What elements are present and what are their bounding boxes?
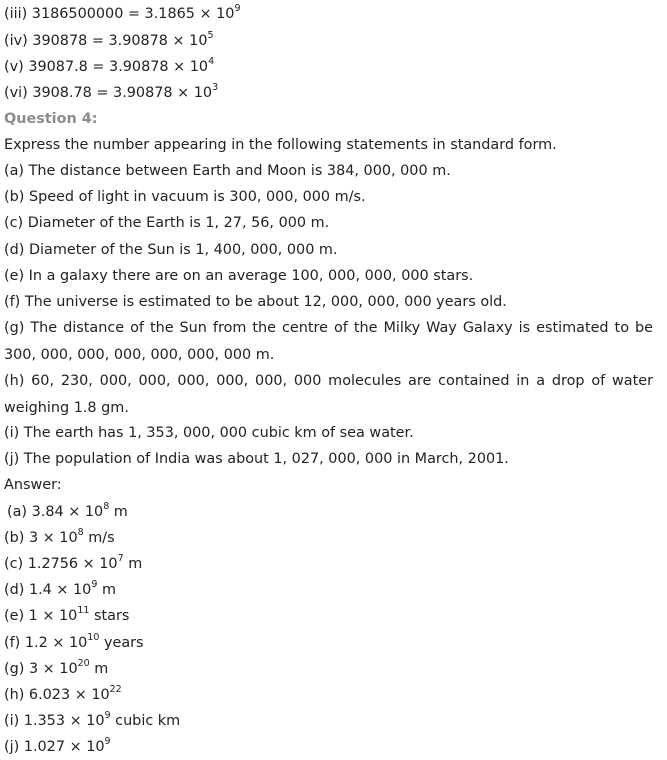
question-item-g: (g) The distance of the Sun from the centre of the Milky Way Galaxy is estimated to be 300, 000, 000, 000, 000, 000, 000 m. (4, 320, 653, 363)
answer-text: (f) 1.2 × 10 (4, 635, 88, 651)
exponent: 20 (77, 658, 90, 670)
prev-answer-v (4, 54, 653, 80)
question-item-c: (c) Diameter of the Earth is 1, 27, 56, 000 m. (4, 215, 330, 231)
exponent: 9 (104, 736, 111, 748)
answer-unit: m/s (83, 530, 115, 546)
exponent: 5 (207, 30, 214, 42)
prev-answer-text: (vi) 3908.78 = 3.90878 × 10 (4, 85, 213, 101)
answer-item-d (4, 577, 653, 603)
question-item-h: (h) 60, 230, 000, 000, 000, 000, 000, 000 molecules are contained in a drop of water weighing 1.8 gm. (4, 373, 653, 416)
answer-text: (e) 1 × 10 (4, 608, 78, 624)
answer-text: (g) 3 × 10 (4, 661, 78, 677)
exponent: 9 (234, 3, 241, 15)
prev-answer-iv (4, 28, 653, 54)
answer-text: (h) 6.023 × 10 (4, 687, 110, 703)
answer-unit: stars (89, 608, 130, 624)
answer-item-e (4, 603, 653, 629)
question-item-i: (i) The earth has 1, 353, 000, 000 cubic km of sea water. (4, 425, 414, 441)
answer-item-a (4, 499, 653, 525)
answer-item-b (4, 525, 653, 551)
prev-answer-text: (v) 39087.8 = 3.90878 × 10 (4, 59, 209, 75)
answer-item-i (4, 708, 653, 734)
answer-label: Answer: (4, 477, 62, 493)
question-item-d: (d) Diameter of the Sun is 1, 400, 000, 000 m. (4, 242, 338, 258)
question-heading: Question 4: (4, 111, 98, 127)
exponent: 8 (103, 501, 110, 513)
answer-item-c (4, 551, 653, 577)
question-item-e: (e) In a galaxy there are on an average 100, 000, 000, 000 stars. (4, 268, 474, 284)
answer-text: (j) 1.027 × 10 (4, 739, 105, 755)
answer-item-h (4, 682, 653, 708)
exponent: 8 (77, 527, 84, 539)
exponent: 4 (208, 56, 215, 68)
prev-answer-text: (iv) 390878 = 3.90878 × 10 (4, 33, 208, 49)
answer-unit: m (89, 661, 109, 677)
prev-answer-vi (4, 80, 653, 106)
exponent: 10 (87, 632, 100, 644)
exponent: 9 (91, 579, 98, 591)
answer-text: (c) 1.2756 × 10 (4, 556, 118, 572)
answer-text: (a) 3.84 × 10 (7, 504, 104, 520)
answer-unit: m (97, 582, 116, 598)
question-prompt: Express the number appearing in the following statements in standard form. (4, 137, 557, 153)
exponent: 3 (212, 82, 219, 94)
prev-answer-iii (4, 1, 653, 27)
answer-unit: m (109, 504, 128, 520)
answer-text: (b) 3 × 10 (4, 530, 78, 546)
answer-text: (d) 1.4 × 10 (4, 582, 92, 598)
answer-unit: m (123, 556, 143, 572)
prev-answer-text: (iii) 3186500000 = 3.1865 × 10 (4, 6, 235, 22)
question-item-f: (f) The universe is estimated to be about 12, 000, 000, 000 years old. (4, 294, 507, 310)
question-item-b: (b) Speed of light in vacuum is 300, 000, 000 m/s. (4, 189, 366, 205)
answer-unit: years (99, 635, 144, 651)
exponent: 9 (104, 710, 111, 722)
question-item-j: (j) The population of India was about 1, 027, 000, 000 in March, 2001. (4, 451, 509, 467)
answer-item-j (4, 734, 653, 760)
exponent: 22 (109, 684, 122, 696)
answer-item-g (4, 656, 653, 682)
exponent: 11 (77, 605, 90, 617)
answer-unit: cubic km (110, 713, 181, 729)
answer-item-f (4, 630, 653, 656)
question-item-a: (a) The distance between Earth and Moon is 384, 000, 000 m. (4, 163, 451, 179)
exponent: 7 (117, 553, 124, 565)
answer-text: (i) 1.353 × 10 (4, 713, 105, 729)
